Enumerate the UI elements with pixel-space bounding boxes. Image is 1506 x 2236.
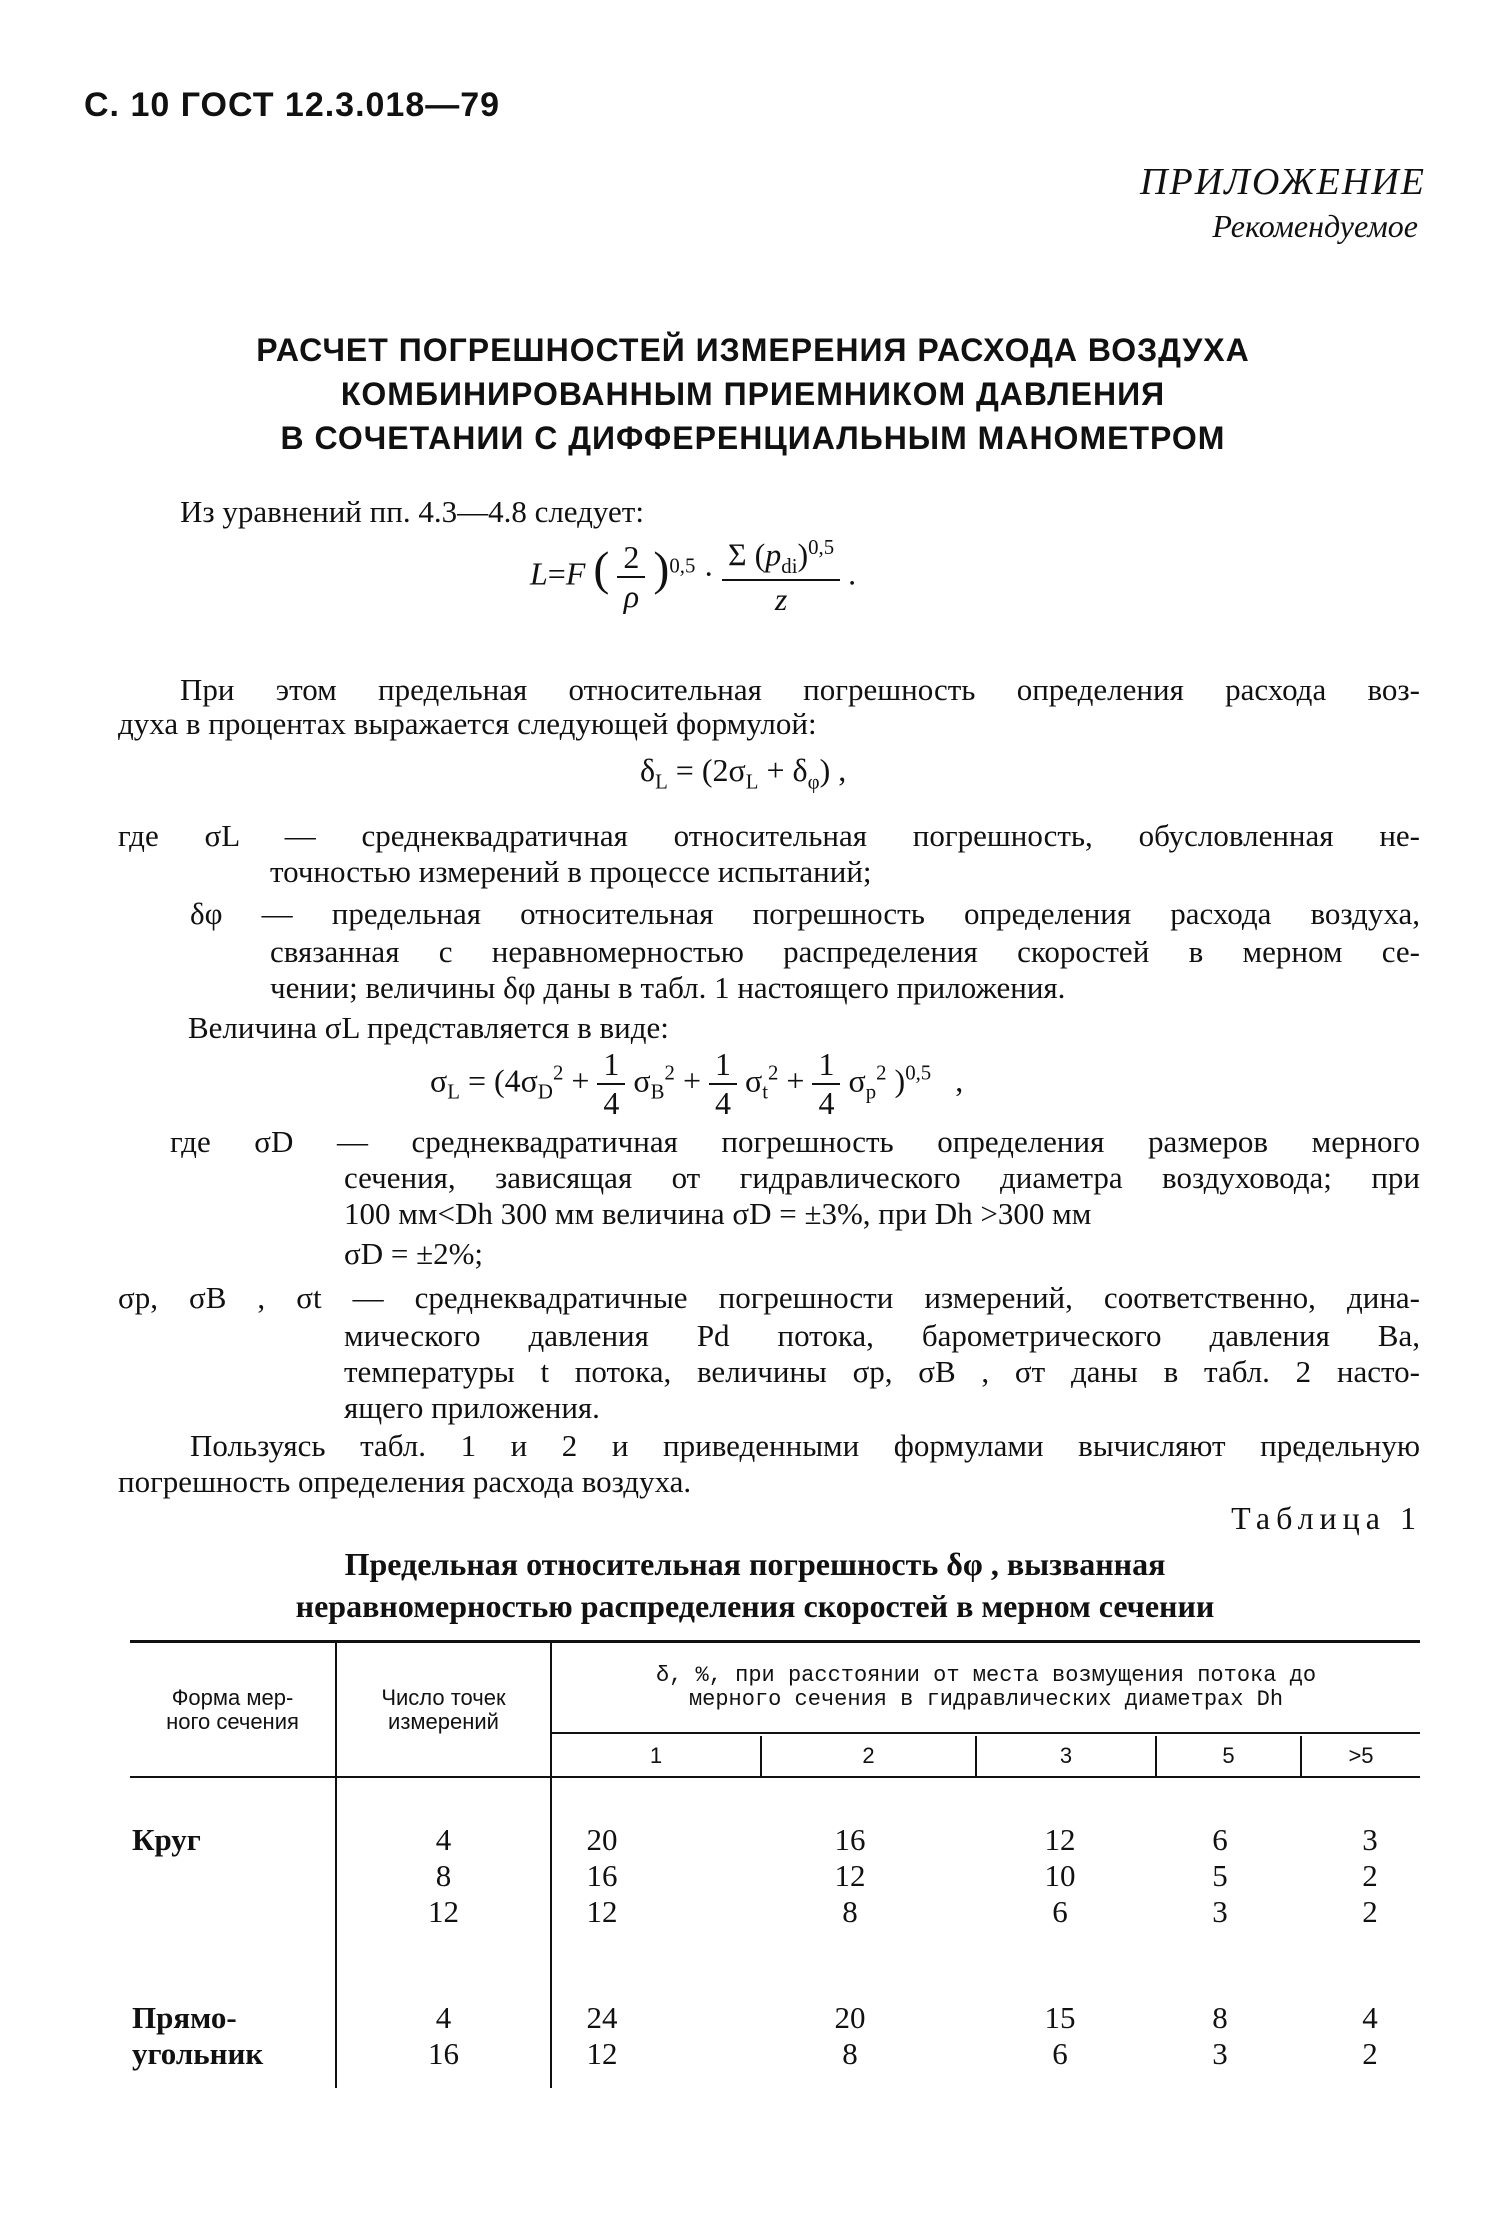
shape-line-1: Прямо- xyxy=(132,2000,237,2035)
closing-text-1: Пользуясь табл. 1 и 2 и приведенными формулами вычисляют предельную xyxy=(190,1428,1420,1463)
table-cell: 6 xyxy=(1052,1894,1068,1929)
appendix-title: ПРИЛОЖЕНИЕ xyxy=(1140,161,1426,203)
table-caption-1: Предельная относительная погрешность δφ , вызванная xyxy=(344,1546,1166,1582)
header-points-line-1: Число точек xyxy=(381,1685,506,1710)
row-circle-dgt5 xyxy=(1320,1822,1420,1930)
table-caption-2: неравномерностью распределения скоростей в мерном сечении xyxy=(295,1588,1215,1624)
heading-line-3: В СОЧЕТАНИИ С ДИФФЕРЕНЦИАЛЬНЫМ МАНОМЕТРОМ xyxy=(280,420,1226,456)
row-circle-points xyxy=(337,1822,550,1930)
points-value: 8 xyxy=(435,1858,452,1893)
shape-line-2: угольник xyxy=(132,2036,264,2071)
table-cell: 3 xyxy=(1362,1822,1378,1857)
closing-text-2: погрешность определения расхода воздуха. xyxy=(118,1464,692,1499)
distance-gt5: >5 xyxy=(1348,1743,1374,1768)
delta-phi-definition-2: связанная с неравномерностью распределения скоростей в мерном се- xyxy=(270,934,1420,969)
distance-2: 2 xyxy=(862,1743,875,1768)
sigma-D-definition-1: где σD — среднеквадратичная погрешность определения размеров мерного xyxy=(170,1124,1420,1159)
row-circle-shape: Круг xyxy=(132,1822,201,1857)
paragraph-1-line-2: духа в процентах выражается следующей формулой: xyxy=(118,706,817,741)
row-circle-d5 xyxy=(1170,1822,1270,1930)
table-cell: 2 xyxy=(1362,1894,1378,1929)
row-circle-d2 xyxy=(800,1822,900,1930)
table-cell: 6 xyxy=(1212,1822,1228,1857)
table-cell: 12 xyxy=(1044,1822,1076,1857)
table-subheader-rule xyxy=(550,1732,1420,1734)
distance-1: 1 xyxy=(649,1743,663,1768)
table-header-rule xyxy=(130,1776,1420,1778)
table-top-rule xyxy=(130,1640,1420,1643)
sigma-D-definition-3: 100 мм<Dh 300 мм величина σD = ±3%, при Dh >300 мм xyxy=(344,1196,1092,1231)
header-shape-line-2: ного сечения xyxy=(166,1709,299,1735)
table-cell: 12 xyxy=(586,2036,618,2071)
heading-line-2: КОМБИНИРОВАННЫМ ПРИЕМНИКОМ ДАВЛЕНИЯ xyxy=(340,376,1166,412)
delta-phi-definition-1: δφ — предельная относительная погрешность определения расхода воздуха, xyxy=(190,896,1420,931)
formula-flow-rate: L=F ( $\frac{2}{\rho}$ )$^{0,5}$ · $\frac{\Sigma (p_{di})^{0,5}}{z}$ . xyxy=(530,536,857,618)
points-value: 4 xyxy=(435,2000,452,2035)
row-circle-d1 xyxy=(552,1822,652,1930)
table-cell: 8 xyxy=(842,1894,858,1929)
sigmas-definition-1: σр, σB , σt — среднеквадратичные погрешности измерений, соответственно, дина- xyxy=(118,1280,1420,1315)
table-cell: 20 xyxy=(586,1822,618,1857)
points-value: 16 xyxy=(428,2036,459,2071)
distance-5: 5 xyxy=(1222,1743,1235,1768)
table-cell: 16 xyxy=(834,1822,866,1857)
page-header: С. 10 ГОСТ 12.3.018—79 xyxy=(84,86,501,124)
header-shape xyxy=(130,1686,335,1734)
heading-line-1: РАСЧЕТ ПОГРЕШНОСТЕЙ ИЗМЕРЕНИЯ РАСХОДА ВОЗДУХА xyxy=(256,332,1250,368)
appendix-subtitle: Рекомендуемое xyxy=(1212,208,1418,244)
table-cell: 2 xyxy=(1362,2036,1378,2071)
row-rectangle-d1 xyxy=(552,2000,652,2072)
sigmas-definition-2: мического давления Pd потока, барометрического давления Ba, xyxy=(344,1318,1420,1353)
table-cell: 12 xyxy=(834,1858,866,1893)
row-rectangle-d2 xyxy=(800,2000,900,2072)
table-cell: 8 xyxy=(1212,2000,1228,2035)
table-cell: 10 xyxy=(1044,1858,1076,1893)
paragraph-1-line-1: При этом предельная относительная погрешность определения расхода воз- xyxy=(180,672,1420,707)
sigma-L-form-text: Величина σL представляется в виде: xyxy=(188,1010,669,1045)
table-cell: 20 xyxy=(834,2000,866,2035)
sigma-D-definition-4: σD = ±2%; xyxy=(344,1236,484,1271)
sigmas-definition-3: температуры t потока, величины σр, σB , σт даны в табл. 2 насто- xyxy=(344,1354,1420,1389)
table-cell: 6 xyxy=(1052,2036,1068,2071)
row-rectangle-shape xyxy=(132,2000,263,2072)
table-cell: 12 xyxy=(586,1894,618,1929)
table-cell: 15 xyxy=(1044,2000,1076,2035)
row-circle-d3 xyxy=(1010,1822,1110,1930)
table-cell: 8 xyxy=(842,2036,858,2071)
table-cell: 4 xyxy=(1362,2000,1378,2035)
header-points-line-2: измерений xyxy=(388,1709,499,1735)
header-delta-line-2: мерного сечения в гидравлических диаметрах Dh xyxy=(688,1687,1284,1713)
row-rectangle-d5 xyxy=(1170,2000,1270,2072)
table-cell: 16 xyxy=(586,1858,618,1893)
header-delta xyxy=(552,1664,1420,1712)
table-cell: 3 xyxy=(1212,1894,1228,1929)
header-delta-line-1: δ, %, при расстоянии от места возмущения потока до xyxy=(655,1663,1317,1688)
formula-sigma-L: $\sigma_L = (4\sigma_D^2$ + $\frac{1}{4}$ $\sigma_B^2$ + $\frac{1}{4}$ $\sigma_t^2$ + $\frac{1}{4}$ $\sigma_p^2$ )$^{0,5}$ , xyxy=(430,1046,964,1121)
points-value: 12 xyxy=(428,1894,459,1929)
header-points xyxy=(337,1686,550,1734)
sigma-D-definition-2: сечения, зависящая от гидравлического диаметра воздуховода; при xyxy=(344,1160,1420,1195)
distance-3: 3 xyxy=(1059,1743,1073,1768)
sigma-L-definition-2: точностью измерений в процессе испытаний; xyxy=(270,854,872,889)
formula-delta-L: $\delta_L = (2\sigma_L + \delta_\varphi)$ , xyxy=(640,752,847,794)
table-cell: 5 xyxy=(1212,1858,1228,1893)
sigma-L-definition-1: где σL — среднеквадратичная относительная погрешность, обусловленная не- xyxy=(118,818,1420,853)
table-number: Таблица 1 xyxy=(1231,1500,1422,1536)
table-cell: 3 xyxy=(1212,2036,1228,2071)
delta-phi-definition-3: чении; величины δφ даны в табл. 1 настоящего приложения. xyxy=(270,970,1066,1005)
header-shape-line-1: Форма мер- xyxy=(171,1685,294,1710)
points-value: 4 xyxy=(435,1822,452,1857)
table-cell: 2 xyxy=(1362,1858,1378,1893)
intro-text: Из уравнений пп. 4.3—4.8 следует: xyxy=(180,494,644,529)
row-rectangle-dgt5 xyxy=(1320,2000,1420,2072)
row-rectangle-points xyxy=(337,2000,550,2072)
table-cell: 24 xyxy=(586,2000,618,2035)
sigmas-definition-4: ящего приложения. xyxy=(344,1390,600,1425)
row-rectangle-d3 xyxy=(1010,2000,1110,2072)
